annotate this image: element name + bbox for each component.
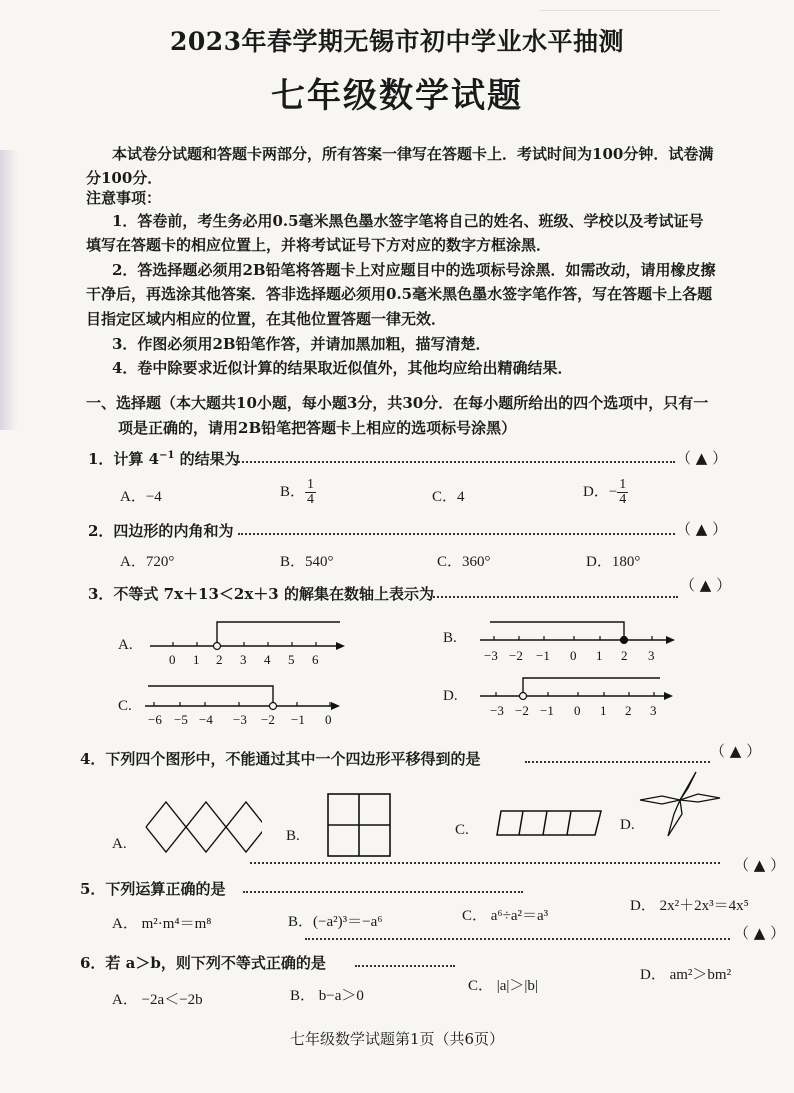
option-c: C． a⁶÷a²＝a³ (462, 908, 549, 924)
tick-label: 3 (650, 703, 657, 718)
tick-label: 1 (600, 703, 607, 718)
option-b: B. (286, 828, 300, 844)
option-c: C．4 (432, 489, 465, 505)
notice-item: 1．答卷前，考生务必用0.5毫米黑色墨水签字笔将自己的姓名、班级、学校以及考试证号 (112, 212, 704, 230)
question-1-stem: 1．计算 $4^{-1}$ 的结果为 (88, 450, 240, 468)
solution-ray (523, 678, 660, 696)
number-line-d-axis (480, 692, 673, 700)
option-a: A． −2a＜−2b (112, 992, 203, 1008)
figure-outline (497, 811, 601, 835)
figure-four-squares (326, 792, 392, 858)
question-4-stem: 4．下列四个图形中，不能通过其中一个四边形平移得到的是 (80, 750, 481, 768)
open-endpoint (520, 693, 527, 700)
option-d: D． 2x²＋2x³＝4x⁵ (630, 898, 749, 914)
tick-label: 2 (621, 648, 628, 663)
page-footer: 七年级数学试题第1页（共6页） (289, 1030, 505, 1048)
figure-rhombus-chain (142, 797, 262, 857)
figure-kite (668, 800, 682, 836)
intro-line: 分100分． (86, 169, 163, 187)
dot-leader (355, 965, 455, 967)
intro-line: 本试卷分试题和答题卡两部分，所有答案一律写在答题卡上．考试时间为100分钟．试卷满 (112, 145, 714, 163)
option-c: C． |a|＞|b| (468, 978, 538, 994)
answer-mark: （ ▲ ） (676, 449, 728, 467)
tick-label: 6 (312, 652, 319, 667)
open-endpoint (270, 703, 277, 710)
number-line-c-axis (145, 702, 340, 710)
dot-leader (243, 891, 523, 893)
number-line-a (140, 610, 350, 670)
option-b: B． b−a＞0 (290, 988, 364, 1004)
tick-label: −6 (148, 712, 162, 727)
option-d: D. (443, 688, 458, 704)
answer-mark: （ ▲ ） (734, 856, 786, 874)
tick-label: 4 (264, 652, 271, 667)
dot-leader (235, 461, 675, 463)
tick-label: 1 (596, 648, 603, 663)
figure-kite-star (638, 770, 722, 840)
section-heading: 项是正确的，请用2B铅笔把答题卡上相应的选项标号涂黑） (118, 419, 517, 437)
tick-label: −4 (199, 712, 213, 727)
tick-labels (169, 652, 319, 667)
notice-title: 注意事项： (86, 189, 162, 207)
answer-mark: （ ▲ ） (734, 924, 786, 942)
tick-labels (484, 648, 655, 663)
tick-label: 5 (288, 652, 295, 667)
dot-leader (305, 938, 730, 940)
tick-label: −3 (233, 712, 247, 727)
page-edge-shadow (0, 150, 18, 430)
figure-edge (258, 827, 262, 837)
tick-label: −2 (509, 648, 523, 663)
dot-leader (250, 862, 720, 864)
solution-ray (217, 622, 340, 646)
figure-divider (543, 811, 547, 835)
tick-label: 0 (169, 652, 176, 667)
exam-title: 2023年春学期无锡市初中学业水平抽测 (169, 27, 625, 56)
section-heading: 一、选择题（本大题共10小题，每小题3分，共30分．在每小题所给出的四个选项中，只有一 (86, 394, 709, 412)
option-d: D．− $\frac{1}{4}$ (583, 477, 627, 507)
bleed-through-mark (540, 10, 720, 12)
figure-lower-edge (146, 827, 258, 852)
option-d: D. (620, 817, 635, 833)
number-line-b (470, 610, 680, 670)
tick-label: −5 (174, 712, 188, 727)
option-a: A． m²·m⁴＝m⁸ (112, 916, 212, 932)
tick-label: 2 (625, 703, 632, 718)
solution-ray (490, 622, 624, 640)
option-c: C．360° (437, 554, 491, 570)
option-b: B. (443, 630, 457, 646)
question-3-stem: 3．不等式 7x＋13＜2x＋3 的解集在数轴上表示为 (88, 585, 434, 603)
notice-item: 目指定区域内相应的位置，在其他位置答题一律无效． (86, 310, 447, 328)
figure-kite (640, 796, 680, 804)
answer-mark: （ ▲ ） (680, 576, 732, 594)
notice-item: 干净后，再选涂其他答案．答非选择题必须用0.5毫米黑色墨水签字笔作答，写在答题卡上各题 (86, 285, 713, 303)
tick-label: 0 (325, 712, 332, 727)
tick-label: 0 (574, 703, 581, 718)
tick-label: 3 (240, 652, 247, 667)
dot-leader (525, 761, 710, 763)
dot-leader (238, 533, 675, 535)
figure-parallelogram-strip (495, 808, 605, 838)
answer-mark: （ ▲ ） (676, 520, 728, 538)
tick-label: −3 (490, 703, 504, 718)
tick-labels (148, 712, 332, 727)
exam-subtitle: 七年级数学试题 (271, 76, 523, 116)
tick-label: 2 (216, 652, 223, 667)
notice-item: 3．作图必须用2B铅笔作答，并请加黑加粗，描写清楚． (112, 335, 491, 353)
tick-label: −1 (540, 703, 554, 718)
tick-label: 1 (193, 652, 200, 667)
open-endpoint (214, 643, 221, 650)
option-a: A．−4 (120, 489, 162, 505)
number-line-c (140, 676, 350, 736)
option-b: B．540° (280, 554, 334, 570)
question-2-stem: 2．四边形的内角和为 (88, 522, 234, 540)
question-6-stem: 6．若 a＞b，则下列不等式正确的是 (80, 954, 326, 972)
option-b: B． $\frac{1}{4}$ (280, 477, 315, 507)
option-c: C. (455, 822, 469, 838)
tick-label: 3 (648, 648, 655, 663)
figure-upper-edge (146, 802, 258, 827)
option-d: D．180° (586, 554, 641, 570)
tick-label: −1 (536, 648, 550, 663)
tick-label: −3 (484, 648, 498, 663)
option-a: A. (118, 637, 133, 653)
tick-labels (490, 703, 657, 718)
answer-mark: （ ▲ ） (710, 742, 762, 760)
notice-item: 填写在答题卡的相应位置上，并将考试证号下方对应的数字方框涂黑． (86, 236, 552, 254)
option-a: A. (112, 836, 127, 852)
tick-label: −1 (291, 712, 305, 727)
tick-label: 0 (570, 648, 577, 663)
solution-ray (148, 686, 273, 706)
figure-edge (258, 817, 262, 827)
figure-kite (680, 794, 720, 802)
notice-item: 2．答选择题必须用2B铅笔将答题卡上对应题目中的选项标号涂黑．如需改动，请用橡皮擦 (112, 261, 716, 279)
tick-label: −2 (515, 703, 529, 718)
number-line-d (470, 670, 680, 730)
option-a: A．720° (120, 554, 175, 570)
option-d: D． am²＞bm² (640, 967, 732, 983)
notice-item: 4．卷中除要求近似计算的结果取近似值外，其他均应给出精确结果． (112, 359, 573, 377)
figure-divider (519, 811, 523, 835)
closed-endpoint (621, 637, 628, 644)
number-line-b-axis (480, 636, 675, 644)
dot-leader (430, 596, 678, 598)
option-c: C. (118, 698, 132, 714)
option-b: B．(−a²)³＝−a⁶ (288, 914, 383, 930)
figure-divider (567, 811, 571, 835)
question-5-stem: 5．下列运算正确的是 (80, 880, 226, 898)
tick-label: −2 (261, 712, 275, 727)
